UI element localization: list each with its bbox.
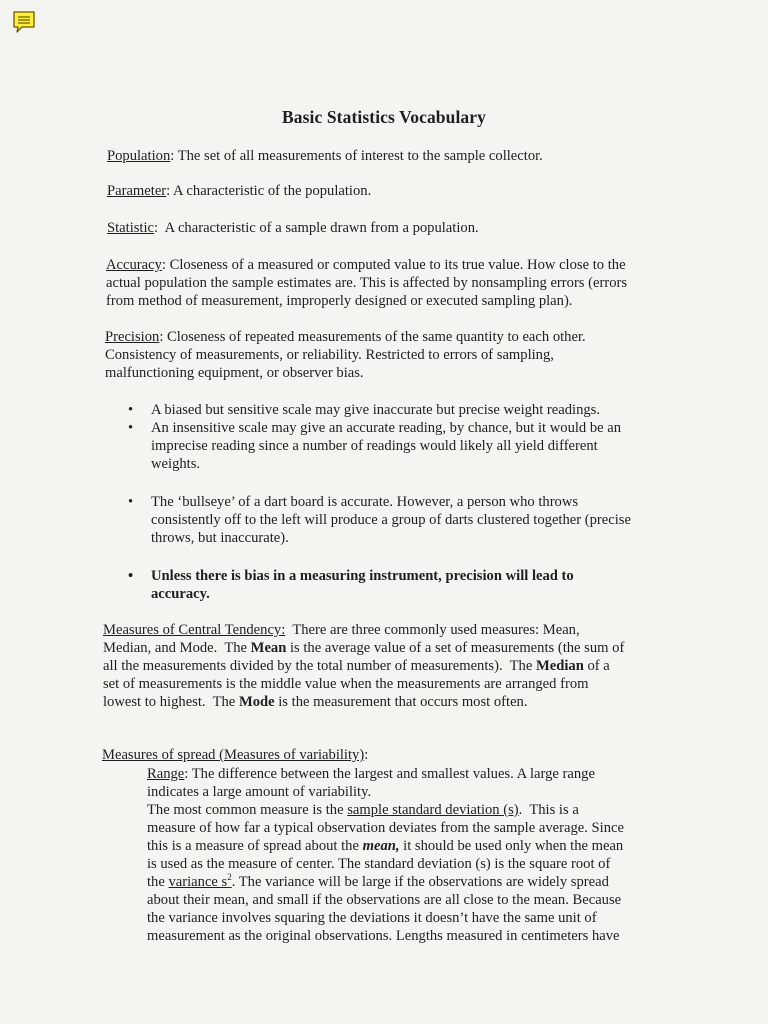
bullet-list <box>128 401 622 473</box>
bullet-icon: • <box>128 402 134 418</box>
term-parameter: Parameter <box>107 183 167 199</box>
definition-statistic: Statistic: A characteristic of a sample drawn from a population. <box>107 220 479 236</box>
term-accuracy: Accuracy <box>106 257 162 273</box>
definition-parameter: Parameter: A characteristic of the population. <box>107 183 372 199</box>
central-tendency-paragraph: Measures of Central Tendency: There are three commonly used measures: Mean, Median, and Mode. The Mean is the average value of a set of measurements (the sum of all the measurements divided by the total number of measurements). The Median of a set of measurements is the middle value when the measurements are arranged from lowest to highest. The Mode is the measurement that occurs most often. <box>103 622 625 710</box>
bullet-icon: • <box>128 568 134 584</box>
note-annotation-icon[interactable] <box>11 9 37 35</box>
list-item: • An insensitive scale may give an accurate reading, by chance, but it would be an imprecise reading since a number of readings would likely all yield different weights. <box>128 420 622 472</box>
list-item: • The ‘bullseye’ of a dart board is accurate. However, a person who throws consistently off to the left will produce a group of darts clustered together (precise throws, but inaccurate). <box>128 494 631 546</box>
spread-paragraph: Range: The difference between the largest and smallest values. A large range indicates a large amount of variability. The most common measure is the sample standard deviation (s). This is a measure of how far a typical observation deviates from the sample average. Since this is a measure of spread about the mean, it should be used only when the mean is used as the measure of center. The standard deviation (s) is the square root of the variance $s^2$. The variance will be large if the observations are widely spread about their mean, and small if the observations are all close to the mean. Because the variance involves squaring the deviations it doesn’t have the same unit of measurement as the original observations. Lengths measured in centimeters have <box>147 766 624 944</box>
page-title: Basic Statistics Vocabulary <box>282 107 486 127</box>
definition-population: Population: The set of all measurements of interest to the sample collector. <box>107 148 543 164</box>
definition-accuracy: Accuracy: Closeness of a measured or computed value to its true value. How close to the actual population the sample estimates are. This is affected by nonsampling errors (errors from method of measurement, improperly designed or executed sampling plan). <box>106 257 628 309</box>
bullet-icon: • <box>128 494 134 510</box>
term-variance: variance $s^2$ <box>168 872 232 890</box>
list-item: • Unless there is bias in a measuring instrument, precision will lead to accuracy. <box>128 568 574 602</box>
term-standard-deviation: sample standard deviation (s) <box>347 802 519 818</box>
term-population: Population <box>107 148 171 164</box>
bullet-list <box>128 493 631 547</box>
term-central-tendency: Measures of Central Tendency: <box>103 622 286 638</box>
bullet-icon: • <box>128 420 134 436</box>
spread-heading: Measures of spread (Measures of variability): <box>102 747 369 763</box>
term-precision: Precision <box>105 329 160 345</box>
definition-precision: Precision: Closeness of repeated measurements of the same quantity to each other. Consistency of measurements, or reliability. Restricted to errors of sampling, malfunctioning equipment, or observer bias. <box>105 329 586 381</box>
bullet-list <box>128 567 574 603</box>
term-range: Range <box>147 766 185 782</box>
list-item: • A biased but sensitive scale may give inaccurate but precise weight readings. <box>128 402 601 418</box>
term-statistic: Statistic <box>107 220 155 236</box>
